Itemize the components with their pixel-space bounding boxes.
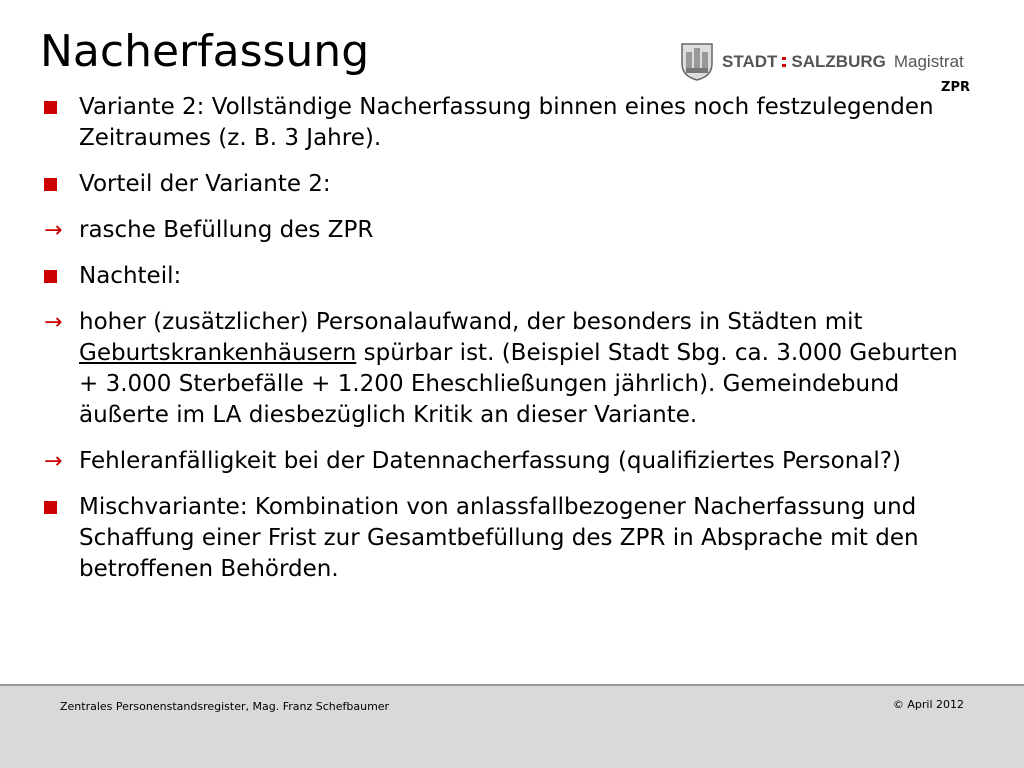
- arrow-right-icon: →: [44, 310, 63, 335]
- logo-magistrat: Magistrat: [893, 52, 964, 71]
- bullet-item: [44, 307, 964, 431]
- bullet-text: Fehleranfälligkeit bei der Datennacherfassung (qualifiziertes Personal?): [79, 448, 901, 474]
- bullet-item: [44, 261, 964, 292]
- arrow-right-icon: →: [44, 218, 63, 243]
- arrow-right-icon: →: [44, 449, 63, 474]
- coat-of-arms-icon: [680, 42, 714, 82]
- bullet-item: [44, 169, 964, 200]
- slide-title: Nacherfassung: [40, 26, 370, 77]
- logo-stadt: STADT: [722, 52, 778, 71]
- logo-salzburg: SALZBURG: [791, 52, 886, 71]
- bullet-item: [44, 92, 964, 154]
- square-bullet-icon: [44, 492, 68, 523]
- bullet-list: [44, 92, 964, 600]
- footer-copyright: © April 2012: [892, 698, 964, 711]
- slide-footer: [0, 684, 1024, 768]
- bullet-item: [44, 492, 964, 585]
- bullet-text: [79, 309, 958, 428]
- bullet-item: [44, 215, 964, 246]
- bullet-text-post: spürbar ist. (Beispiel Stadt Sbg. ca. 3.000 Geburten + 3.000 Sterbefälle + 1.200 Eheschließungen jährlich). Gemeindebund äußerte im LA diesbezüglich Kritik an dieser Variante.: [79, 340, 958, 428]
- logo-separator: [782, 57, 786, 67]
- bullet-text: rasche Befüllung des ZPR: [79, 217, 374, 243]
- city-logo: [680, 42, 964, 82]
- bullet-text: Variante 2: Vollständige Nacherfassung binnen eines noch festzulegenden Zeitraumes (z. B. 3 Jahre).: [79, 94, 934, 151]
- zpr-tag: ZPR: [941, 80, 970, 95]
- square-bullet-icon: [44, 92, 68, 123]
- bullet-text: Mischvariante: Kombination von anlassfallbezogener Nacherfassung und Schaffung einer Frist zur Gesamtbefüllung des ZPR in Absprache mit den betroffenen Behörden.: [79, 494, 919, 582]
- footer-author: Zentrales Personenstandsregister, Mag. Franz Schefbaumer: [60, 700, 390, 713]
- bullet-text: Vorteil der Variante 2:: [79, 171, 331, 197]
- logo-wordmark: [722, 52, 964, 72]
- bullet-text-pre: hoher (zusätzlicher) Personalaufwand, der besonders in Städten mit: [79, 309, 863, 335]
- bullet-text: Nachteil:: [79, 263, 182, 289]
- square-bullet-icon: [44, 261, 68, 292]
- hospital-link[interactable]: Geburtskrankenhäusern: [79, 340, 357, 366]
- bullet-item: [44, 446, 964, 477]
- square-bullet-icon: [44, 169, 68, 200]
